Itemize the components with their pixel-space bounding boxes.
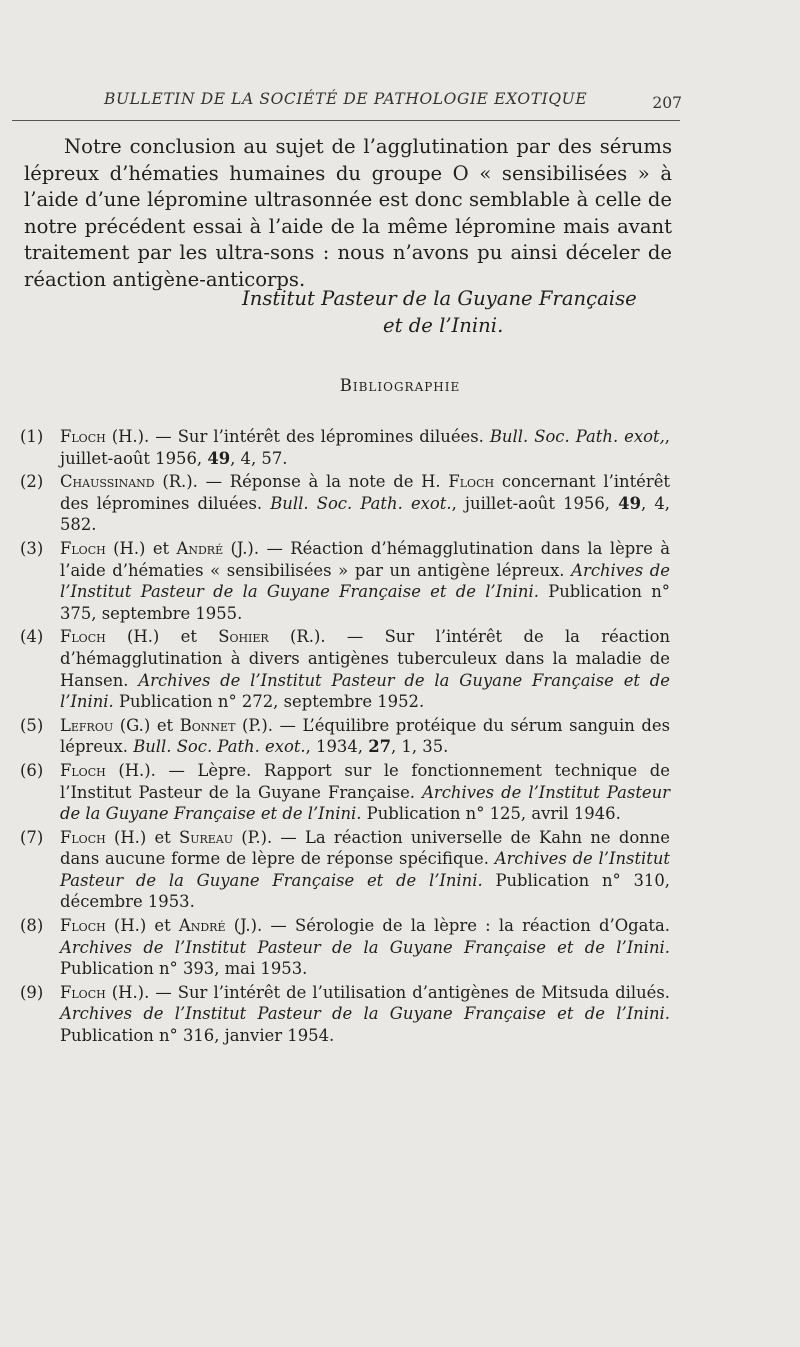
reference-text: Publication n° 272, septembre 1952.	[113, 692, 425, 712]
reference-text: Publication n° 393, mai 1953.	[60, 959, 308, 979]
reference-body	[60, 472, 670, 534]
author-name: Sureau	[179, 827, 234, 847]
reference-body	[60, 828, 670, 912]
reference-text: , juillet-août 1956,	[60, 427, 671, 468]
journal-title: Archives de l’Institut Pasteur de la Guyane Française et de l’Inini.	[60, 849, 671, 890]
reference-item	[20, 538, 670, 624]
reference-number: (7)	[20, 827, 44, 847]
running-head: BULLETIN DE LA SOCIÉTÉ DE PATHOLOGIE EXOTIQUE	[104, 90, 588, 108]
signature-line-2: et de l’Inini.	[383, 314, 504, 337]
reference-text: (H.). — Sur l’intérêt de l’utilisation d’antigènes de Mitsuda dilués.	[105, 982, 670, 1002]
reference-text: (P.). — La réaction universelle de Kahn ne donne dans aucune forme de lèpre de réponse spécifique.	[60, 827, 670, 869]
reference-body	[60, 539, 670, 623]
reference-text: , 4, 582.	[60, 493, 670, 535]
author-name: Floch	[60, 427, 106, 446]
reference-number: (3)	[20, 538, 44, 558]
reference-item	[20, 915, 670, 980]
reference-text: (H.) et	[105, 827, 179, 847]
author-name: Floch	[60, 538, 106, 558]
reference-number: (2)	[20, 472, 44, 492]
bibliography-heading: Bibliographie	[339, 376, 461, 395]
reference-text: (H.) et	[105, 538, 177, 558]
journal-title: Archives de l’Institut Pasteur de la Guyane Française et de l’Inini.	[60, 1004, 670, 1024]
reference-text: (J.). — Réaction d’hémagglutination dans la lèpre à l’aide d’hématies « sensibilisées » par un antigène lépreux.	[60, 538, 670, 580]
author-name: André	[176, 538, 224, 558]
reference-text: , 1, 35.	[391, 737, 449, 757]
journal-title: Archives de l’Institut Pasteur de la Guyane Française et de l’Inini.	[60, 782, 671, 824]
author-name: Floch	[60, 627, 106, 647]
reference-item	[20, 760, 670, 825]
reference-number: (8)	[20, 916, 44, 936]
reference-number: (9)	[20, 982, 44, 1002]
page-number: 207	[652, 94, 682, 112]
journal-title: Archives de l’Institut Pasteur de la Guyane Française et de l’Inini.	[60, 937, 670, 957]
reference-body	[60, 627, 670, 711]
author-name: Floch	[60, 916, 106, 936]
signature-line-1: Institut Pasteur de la Guyane Française	[242, 287, 637, 310]
reference-text: (J.). — Sérologie de la lèpre : la réaction d’Ogata.	[225, 916, 670, 936]
reference-item	[20, 471, 670, 536]
reference-text: (H.) et	[105, 916, 179, 936]
volume-number: 27	[368, 737, 392, 757]
reference-text: , 4, 57.	[230, 448, 288, 468]
page-header	[104, 88, 682, 116]
reference-text: (H.). — Sur l’intérêt des lépromines diluées.	[105, 427, 490, 446]
journal-title: Archives de l’Institut Pasteur de la Guyane Française et de l’Inini.	[60, 560, 670, 602]
journal-title: Bull. Soc. Path. exot.	[133, 737, 306, 757]
reference-text: Publication n° 316, janvier 1954.	[60, 1026, 335, 1046]
journal-title: Bull. Soc. Path. exot.	[270, 493, 452, 513]
reference-text: (P.). — L’équilibre protéique du sérum sanguin des lépreux.	[60, 715, 670, 757]
reference-body	[60, 716, 670, 757]
reference-number: (5)	[20, 715, 44, 735]
volume-number: 49	[618, 493, 641, 513]
reference-item	[20, 982, 670, 1047]
reference-list	[20, 426, 670, 1049]
journal-title: Archives de l’Institut Pasteur de la Guyane Française et de l’Inini.	[60, 670, 670, 712]
conclusion-paragraph: Notre conclusion au sujet de l’agglutination par des sérums lépreux d’hématies humaines du groupe O « sensibilisées » à l’aide d’une lépromine ultrasonnée est donc semblable à celle de notre précédent essai à l’aide de la même lépromine mais avant traitement par les ultra-sons : nous n’avons pu ainsi déceler de réaction antigène-anticorps.	[24, 135, 672, 291]
reference-text: , 1934,	[305, 737, 369, 757]
author-name: Floch	[60, 760, 106, 780]
reference-body	[60, 916, 670, 978]
author-name: Floch	[60, 982, 106, 1002]
reference-item	[20, 827, 670, 913]
reference-item	[20, 426, 670, 469]
header-rule	[12, 120, 680, 121]
reference-text: (G.) et	[113, 715, 180, 735]
author-name: Sohier	[218, 627, 269, 647]
reference-text: Publication n° 125, avril 1946.	[361, 804, 621, 824]
body-text	[24, 134, 672, 293]
reference-number: (1)	[20, 427, 44, 446]
author-name: Floch	[60, 827, 106, 847]
reference-body	[60, 761, 670, 823]
reference-text: (R.). — Réponse à la note de H.	[154, 472, 449, 492]
journal-title: Bull. Soc. Path. exot,	[489, 427, 665, 446]
reference-body	[60, 427, 670, 468]
author-name: André	[178, 916, 226, 936]
author-name: Floch	[448, 472, 495, 492]
reference-number: (6)	[20, 760, 44, 780]
reference-text: Publication n° 375, septembre 1955.	[60, 582, 670, 623]
reference-body	[60, 983, 670, 1045]
reference-item	[20, 715, 670, 758]
reference-text: , juillet-août 1956,	[451, 493, 619, 513]
author-name: Lefrou	[60, 715, 114, 735]
reference-item	[20, 626, 670, 712]
reference-number: (4)	[20, 627, 44, 647]
reference-text: (R.). — Sur l’intérêt de la réaction d’hémagglutination à divers antigènes tuberculeux dans la maladie de Hansen.	[60, 627, 671, 690]
author-name: Chaussinand	[60, 472, 155, 492]
author-name: Bonnet	[179, 715, 236, 735]
reference-text: Publication n° 310, décembre 1953.	[60, 870, 670, 912]
reference-text: concernant l’intérêt des lépromines diluées.	[60, 472, 671, 513]
reference-text: (H.). — Lèpre. Rapport sur le fonctionnement technique de l’Institut Pasteur de la Guyane Française.	[60, 760, 670, 802]
reference-text: (H.) et	[105, 627, 219, 647]
volume-number: 49	[207, 448, 231, 468]
